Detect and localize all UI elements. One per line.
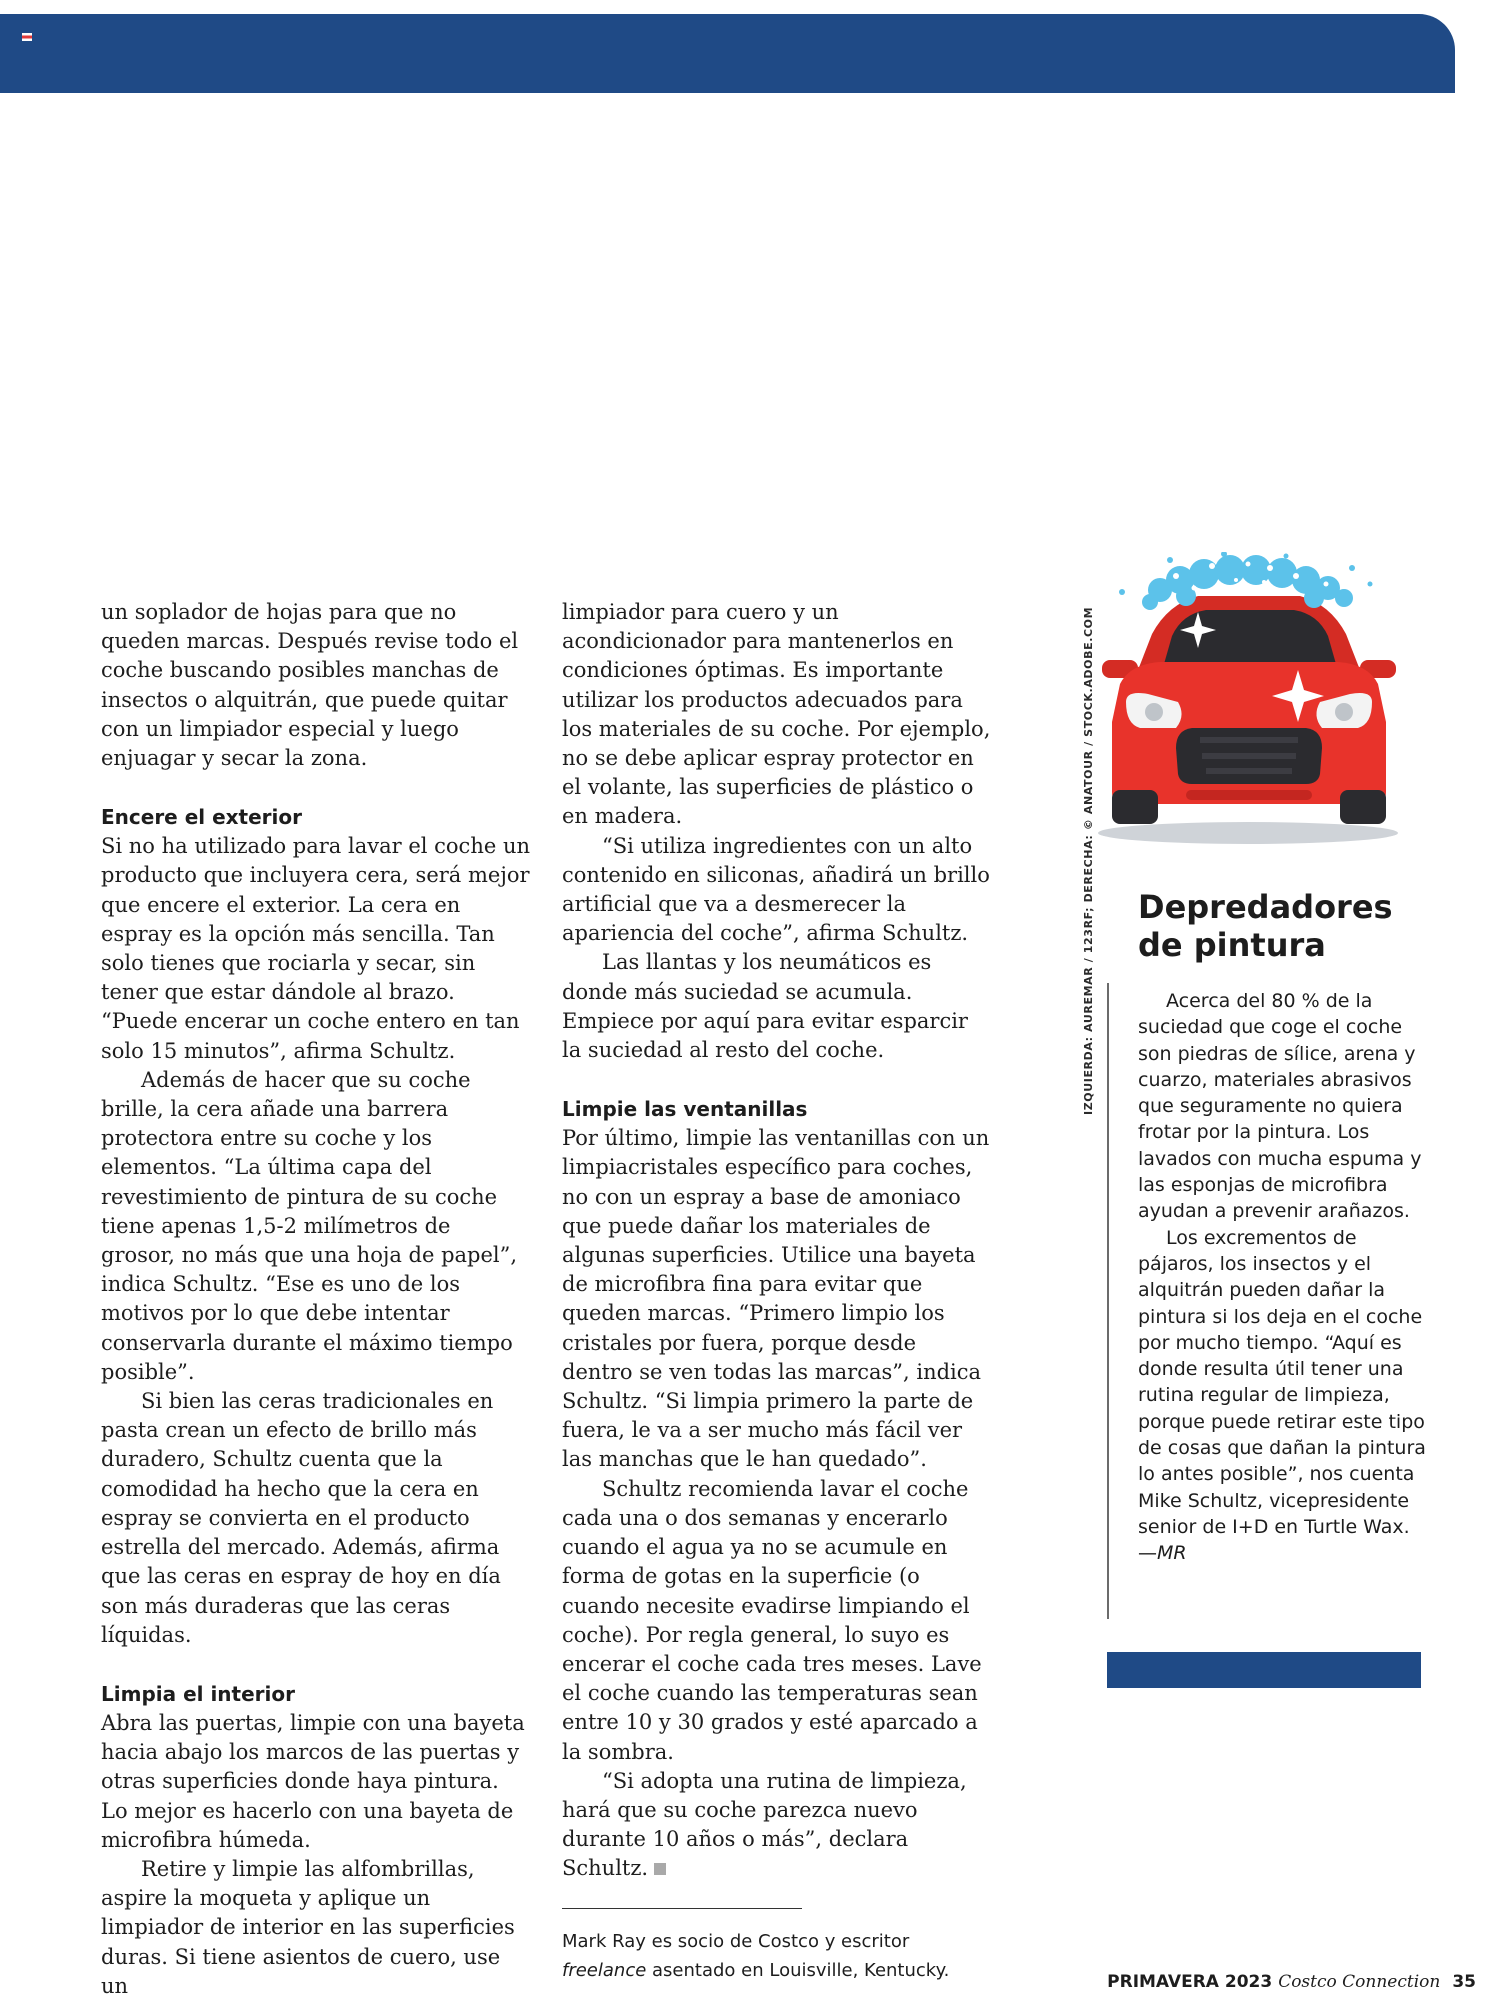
paragraph: Por último, limpie las ventanillas con un limpiacristales específico para coches, no con un espray a base de amoniaco que puede dañar los materiales de algunas superficies. Utilice una bayeta de microfibra fina para evitar que queden marcas. “Primero limpio los cristales por fuera, porque desde dentro se ven todas las marcas”, indica Schultz. “Si limpia primero la parte de fuera, le va a ser mucho más fácil ver las manchas que le han quedado”.	[562, 1126, 990, 1472]
sidebar-bar	[1107, 1652, 1421, 1688]
paragraph: Schultz recomienda lavar el coche cada una o dos semanas y encerarlo cuando el agua ya no se acumule en forma de gotas en la superficie (o cuando necesite evadirse limpiando el coche). Por regla general, lo suyo es encerar el coche cada tres meses. Lave el coche cuando las temperaturas sean entre 10 y 30 grados y esté aparcado a la sombra.	[562, 1476, 982, 1764]
section-heading-wax: Encere el exterior	[101, 805, 303, 830]
article-column-2	[562, 598, 992, 1985]
sidebar-body	[1138, 988, 1428, 1567]
sidebar-title	[1138, 888, 1438, 964]
top-banner	[0, 14, 1455, 93]
sidebar-rule	[1107, 983, 1109, 1619]
paragraph	[562, 1767, 992, 1884]
paragraph: Además de hacer que su coche brille, la cera añade una barrera protectora entre su coche y los elementos. “La última capa del revestimiento de pintura de su coche tiene apenas 1,5-2 milímetros de grosor, no más que una hoja de papel”, indica Schultz. “Ese es uno de los motivos por lo que debe intentar conservarla durante el máximo tiempo posible”.	[101, 1067, 518, 1384]
paragraph: Si bien las ceras tradicionales en pasta crean un efecto de brillo más duradero, Schultz cuenta que la comodidad ha hecho que la cera en espray se convierta en el producto estrella del mercado. Además, afirma que las ceras en espray de hoy en día son más duraderas que las ceras líquidas.	[101, 1389, 501, 1647]
author-bio	[562, 1927, 992, 1985]
article-column-1	[101, 598, 531, 2001]
sidebar-title-line1: Depredadores	[1138, 888, 1393, 926]
paragraph: Las llantas y los neumáticos es donde más suciedad se acumula. Empiece por aquí para evitar esparcir la suciedad al resto del coche.	[562, 950, 968, 1063]
paragraph: limpiador para cuero y un acondicionador para mantenerlos en condiciones óptimas. Es importante utilizar los productos adecuados para los materiales de su coche. Por ejemplo, no se debe aplicar espray protector en el volante, las superficies de plástico o en madera.	[562, 600, 991, 829]
paragraph: un soplador de hojas para que no queden marcas. Después revise todo el coche buscando posibles manchas de insectos o alquitrán, que puede quitar con un limpiador especial y luego enjuagar y secar la zona.	[101, 600, 519, 771]
footer-magazine: Costco Connection	[1278, 1972, 1441, 1992]
bio-emphasis: freelance	[562, 1959, 647, 1981]
end-mark-icon	[654, 1863, 666, 1875]
photo-credit-text: IZQUIERDA: AUREMAR / 123RF; DERECHA: © ANATOUR / STOCK.ADOBE.COM	[1082, 606, 1095, 1115]
bio-text-end: asentado en Louisville, Kentucky.	[646, 1959, 950, 1981]
page-number: 35	[1452, 1972, 1476, 1992]
closing-text: “Si adopta una rutina de limpieza, hará que su coche parezca nuevo durante 10 años o más”, declara Schultz.	[562, 1768, 967, 1881]
paragraph: Abra las puertas, limpie con una bayeta hacia abajo los marcos de las puertas y otras superficies donde haya pintura. Lo mejor es hacerlo con una bayeta de microfibra húmeda.	[101, 1710, 525, 1852]
sidebar-text: Los excrementos de pájaros, los insectos y el alquitrán pueden dañar la pintura si los deja en el coche por mucho tiempo. “Aquí es donde resulta útil tener una rutina regular de limpieza, porque puede retirar este tipo de cosas que dañan la pintura lo antes posible”, nos cuenta Mike Schultz, vicepresidente senior de I+D en Turtle Wax.—	[1138, 1226, 1426, 1565]
divider	[562, 1908, 802, 1909]
section-heading-windows: Limpie las ventanillas	[562, 1097, 808, 1122]
sidebar-paragraph	[1138, 1225, 1428, 1567]
flag-icon	[22, 33, 32, 41]
sidebar-paragraph: Acerca del 80 % de la suciedad que coge el coche son piedras de sílice, arena y cuarzo, materiales abrasivos que seguramente no quiera frotar por la pintura. Los lavados con mucha espuma y las esponjas de microfibra ayudan a prevenir arañazos.	[1138, 990, 1422, 1223]
footer-season: PRIMAVERA 2023	[1107, 1972, 1273, 1992]
car-foam-illustration	[1090, 552, 1408, 852]
paragraph: Si no ha utilizado para lavar el coche un producto que incluyera cera, será mejor que encere el exterior. La cera en espray es la opción más sencilla. Tan solo tienes que rociarla y secar, sin tener que estar dándole al brazo. “Puede encerar un coche entero en tan solo 15 minutos”, afirma Schultz.	[101, 834, 530, 1063]
sidebar-signature: MR	[1157, 1542, 1187, 1565]
page-footer	[1107, 1972, 1476, 1992]
photo-credit	[1082, 606, 1098, 1131]
bio-text: Mark Ray es socio de Costco y escritor	[562, 1930, 910, 1952]
paragraph: “Si utiliza ingredientes con un alto contenido en siliconas, añadirá un brillo artificial que va a desmerecer la apariencia del coche”, afirma Schultz.	[562, 833, 990, 946]
section-heading-interior: Limpia el interior	[101, 1681, 295, 1706]
paragraph: Retire y limpie las alfombrillas, aspire la moqueta y aplique un limpiador de interior en las superficies duras. Si tiene asientos de cuero, use un	[101, 1856, 515, 1998]
sidebar-title-line2: de pintura	[1138, 926, 1326, 964]
